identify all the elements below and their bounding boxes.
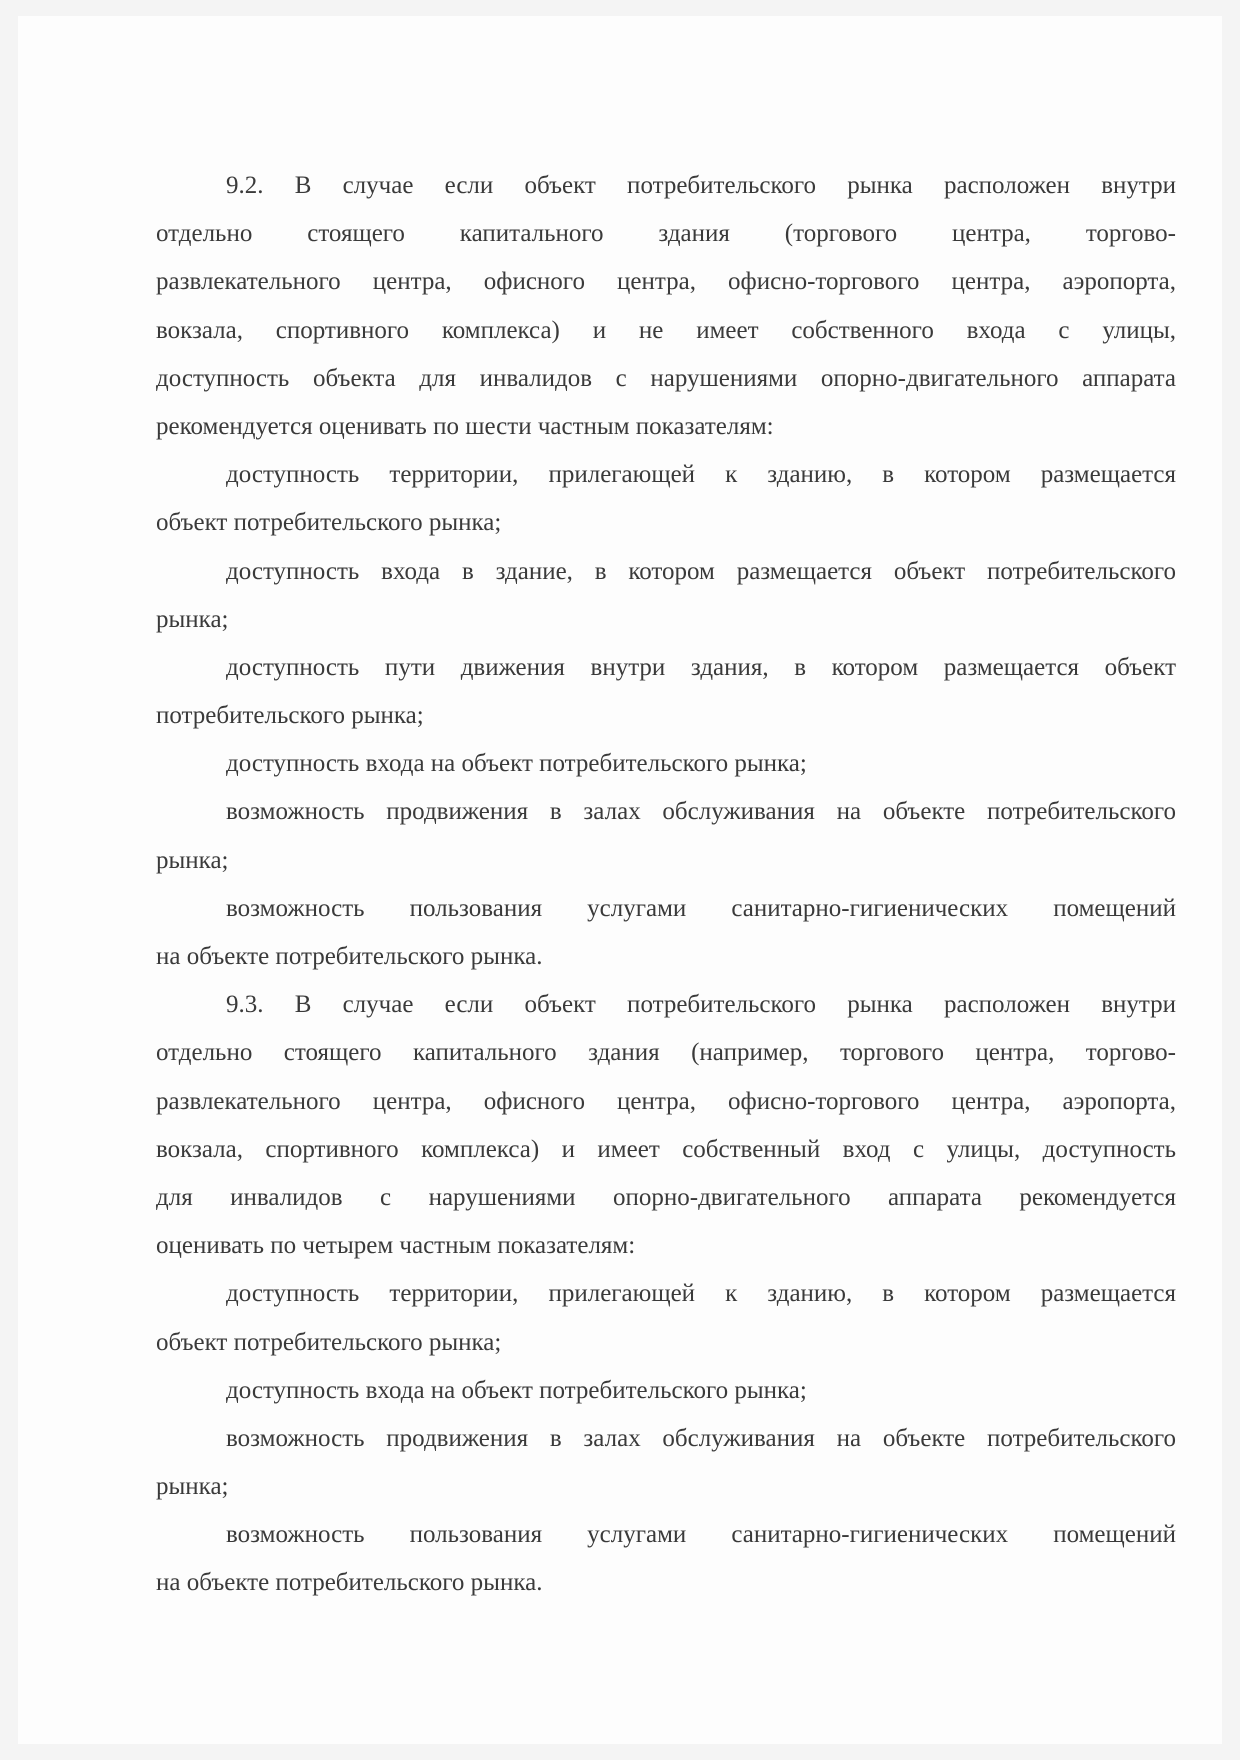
text-line: объект потребительского рынка; [156, 509, 502, 537]
text-line: 9.3. В случае если объект потребительского рынка расположен внутри [226, 991, 1176, 1019]
text-line: рынка; [156, 846, 229, 874]
paragraph [156, 1511, 1176, 1607]
text-line: развлекательного центра, офисного центра, офисно-торгового центра, аэропорта, [156, 268, 1176, 296]
paragraph [156, 1367, 1176, 1415]
document-page [18, 16, 1222, 1744]
paragraph [156, 885, 1176, 981]
text-line: рынка; [156, 1473, 229, 1501]
paragraph [156, 981, 1176, 1270]
paragraph [156, 644, 1176, 740]
text-line: для инвалидов с нарушениями опорно-двигательного аппарата рекомендуется [156, 1183, 1176, 1211]
text-line: потребительского рынка; [156, 702, 424, 730]
text-line: развлекательного центра, офисного центра, офисно-торгового центра, аэропорта, [156, 1087, 1176, 1115]
text-line: рынка; [156, 605, 229, 633]
text-line: вокзала, спортивного комплекса) и имеет собственный вход с улицы, доступность [156, 1135, 1176, 1163]
paragraph [156, 740, 1176, 788]
text-line: возможность продвижения в залах обслуживания на объекте потребительского [226, 1424, 1176, 1452]
paragraph [156, 451, 1176, 547]
text-line: доступность территории, прилегающей к зданию, в котором размещается [226, 461, 1176, 489]
text-line: 9.2. В случае если объект потребительского рынка расположен внутри [226, 172, 1176, 199]
paragraph [156, 1415, 1176, 1511]
paragraph [156, 162, 1176, 451]
text-line: отдельно стоящего капитального здания (например, торгового центра, торгово- [156, 1039, 1176, 1067]
text-line: вокзала, спортивного комплекса) и не имеет собственного входа с улицы, [156, 316, 1176, 344]
paragraph [156, 548, 1176, 644]
paragraph [156, 788, 1176, 884]
text-line: рекомендуется оценивать по шести частным показателям: [156, 412, 774, 440]
text-line: на объекте потребительского рынка. [156, 1569, 543, 1597]
document-body [156, 162, 1176, 1608]
paragraph [156, 1270, 1176, 1366]
text-line: доступность входа на объект потребительского рынка; [226, 1376, 807, 1404]
text-line: доступность пути движения внутри здания, в котором размещается объект [226, 653, 1176, 681]
text-line: возможность пользования услугами санитарно-гигиенических помещений [226, 1521, 1176, 1549]
text-line: объект потребительского рынка; [156, 1328, 502, 1356]
text-line: на объекте потребительского рынка. [156, 943, 543, 970]
text-line: доступность территории, прилегающей к зданию, в котором размещается [226, 1280, 1176, 1308]
text-line: доступность входа в здание, в котором размещается объект потребительского [226, 557, 1176, 585]
text-line: доступность объекта для инвалидов с нарушениями опорно-двигательного аппарата [156, 364, 1176, 392]
text-line: возможность пользования услугами санитарно-гигиенических помещений [226, 894, 1176, 922]
text-line: оценивать по четырем частным показателям: [156, 1232, 636, 1260]
text-line: доступность входа на объект потребительского рынка; [226, 750, 807, 778]
text-line: отдельно стоящего капитального здания (торгового центра, торгово- [156, 220, 1176, 248]
text-line: возможность продвижения в залах обслуживания на объекте потребительского [226, 798, 1176, 826]
